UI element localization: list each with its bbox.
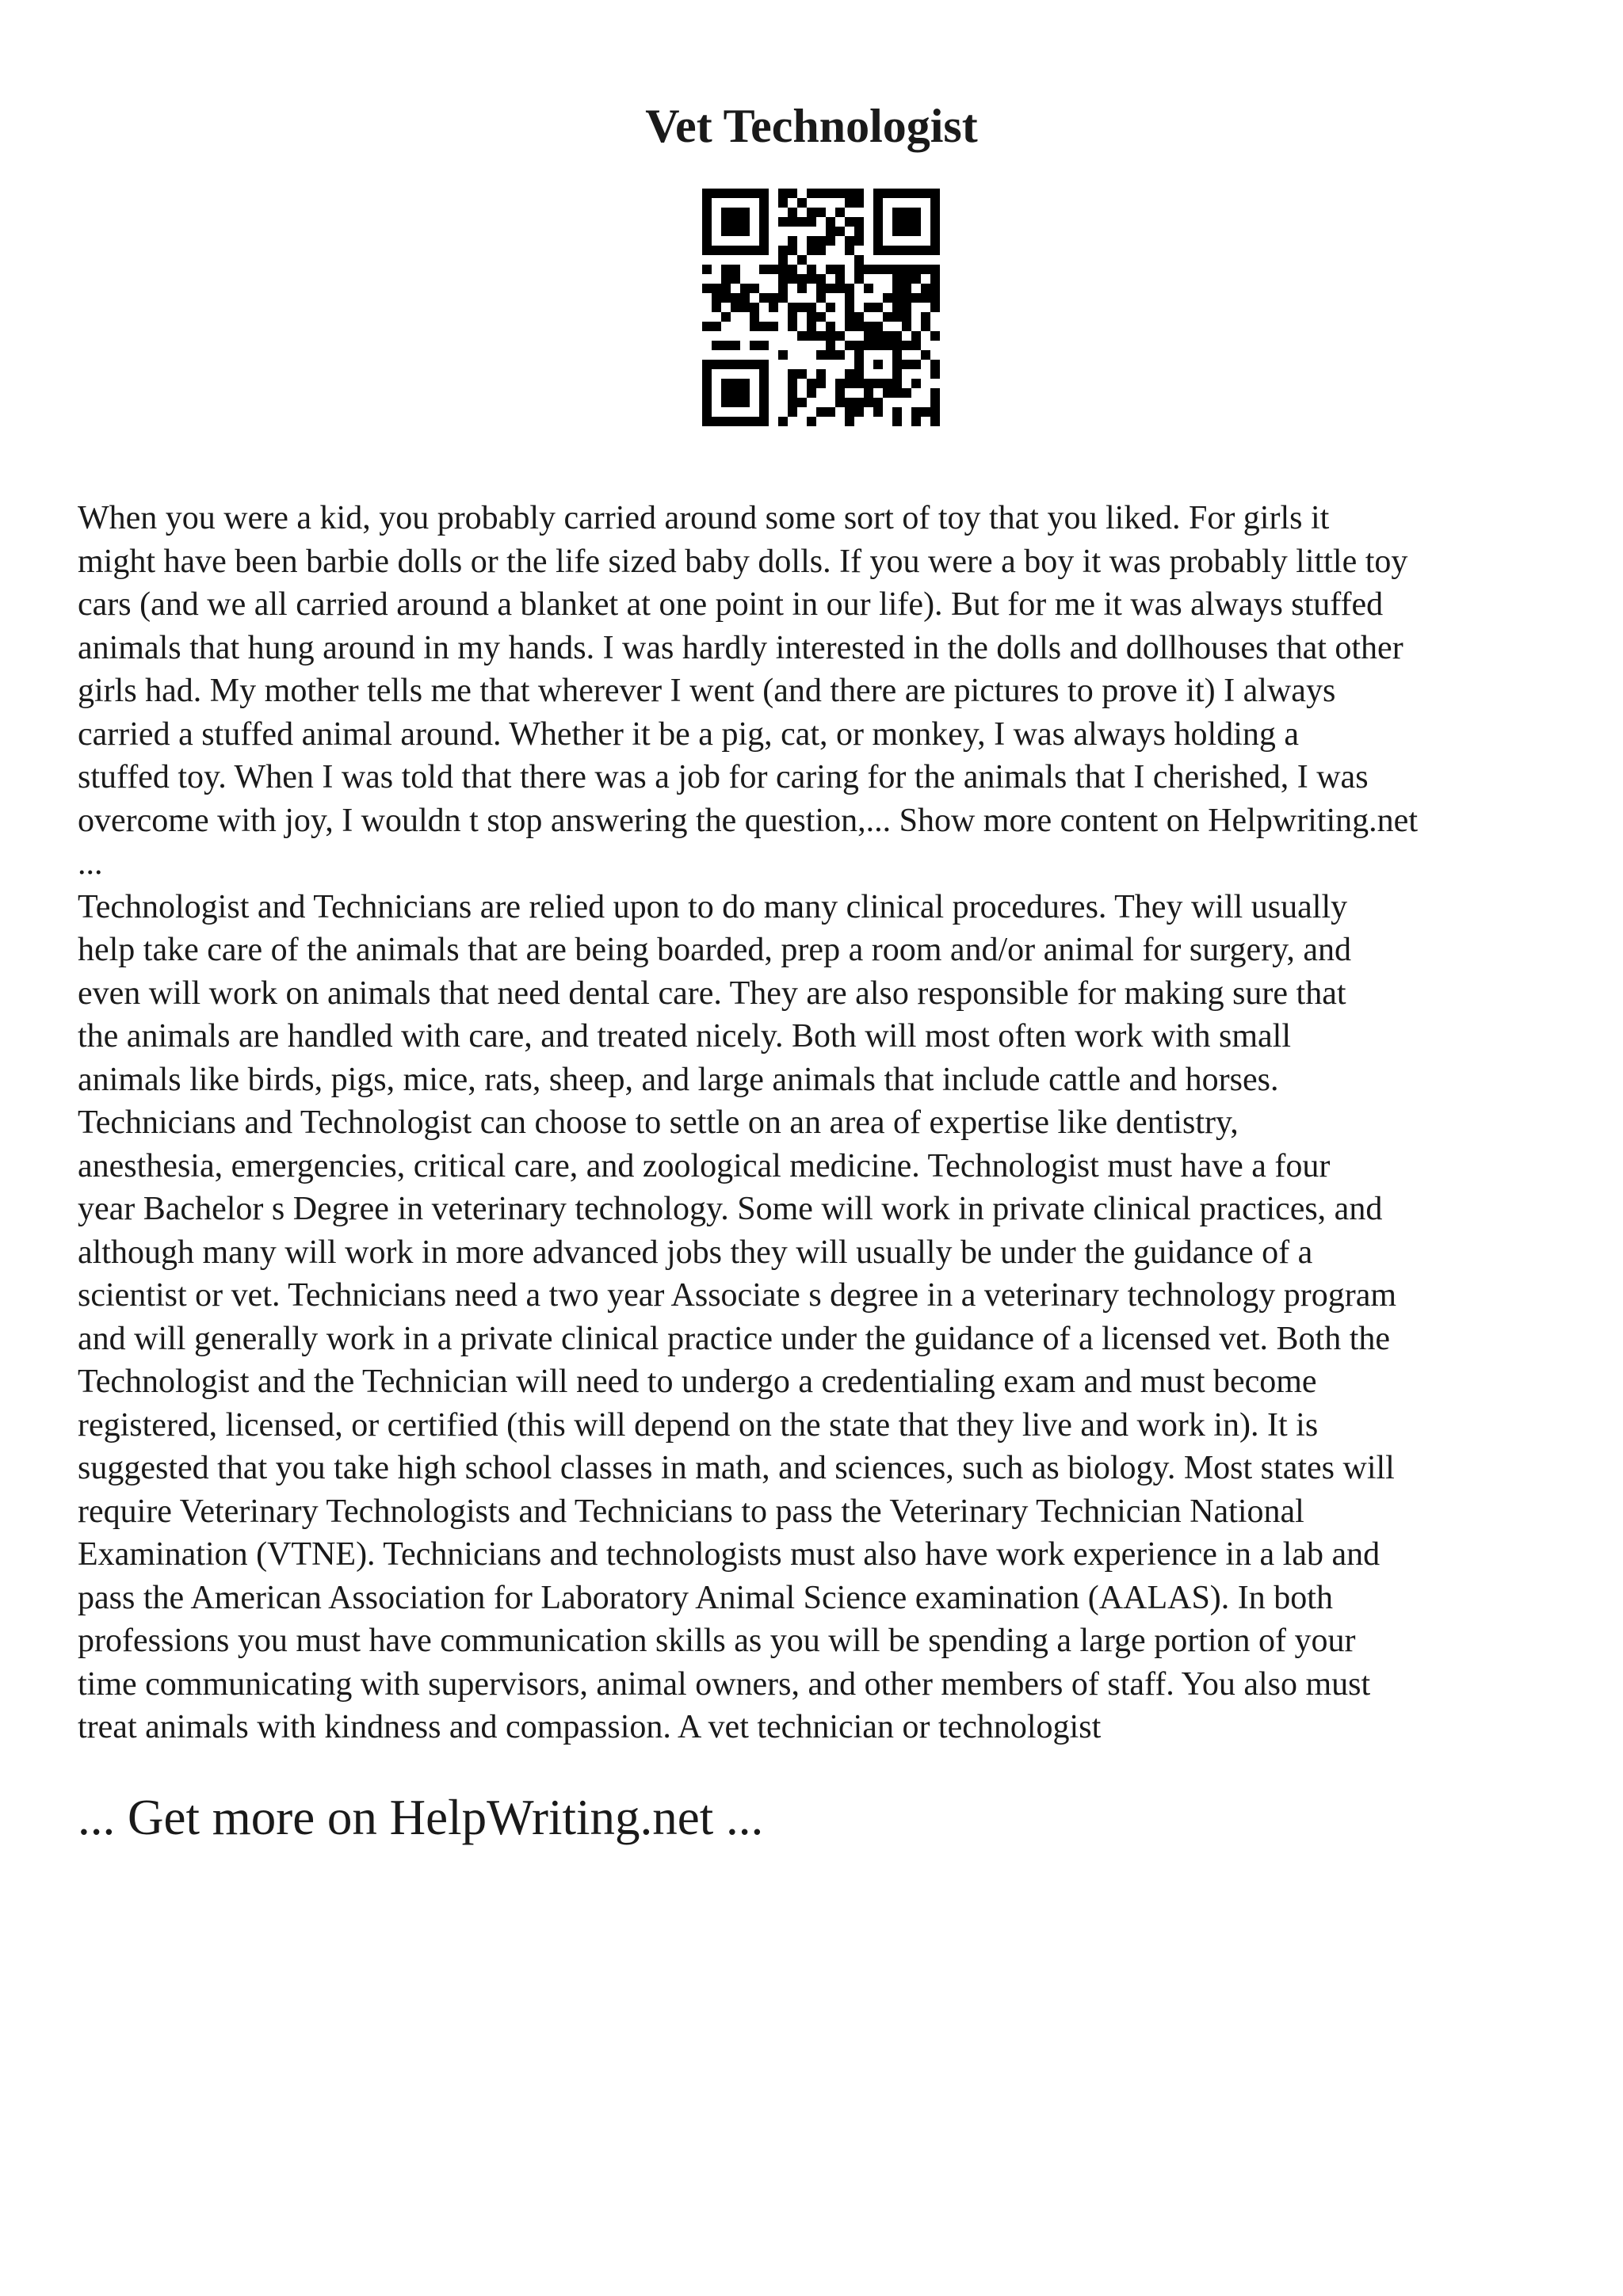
text-line: require Veterinary Technologists and Technicians to pass the Veterinary Technician National: [78, 1493, 1304, 1530]
text-line: pass the American Association for Laboratory Animal Science examination (AALAS). In both: [78, 1579, 1333, 1616]
text-line: might have been barbie dolls or the life sized baby dolls. If you were a boy it was probably little toy: [78, 543, 1408, 580]
text-line: stuffed toy. When I was told that there was a job for caring for the animals that I cherished, I was: [78, 759, 1369, 795]
text-line: Technologist and the Technician will need to undergo a credentialing exam and must become: [78, 1363, 1317, 1400]
text-line: although many will work in more advanced jobs they will usually be under the guidance of a: [78, 1234, 1313, 1271]
document-body: [78, 497, 1568, 1749]
text-line: time communicating with supervisors, animal owners, and other members of staff. You also must: [78, 1665, 1371, 1703]
text-line: overcome with joy, I wouldn t stop answering the question,... Show more content on Helpwriting.net: [78, 802, 1418, 839]
text-line: girls had. My mother tells me that wherever I went (and there are pictures to prove it) I always: [78, 673, 1336, 709]
text-line: Technicians and Technologist can choose to settle on an area of expertise like dentistry,: [78, 1104, 1239, 1141]
text-line: professions you must have communication skills as you will be spending a large portion of your: [78, 1623, 1356, 1659]
text-line: even will work on animals that need dental care. They are also responsible for making sure that: [78, 974, 1346, 1012]
qr-code-icon: [702, 189, 940, 426]
text-line: animals like birds, pigs, mice, rats, sheep, and large animals that include cattle and horses.: [78, 1061, 1279, 1098]
text-line: cars (and we all carried around a blanket at one point in our life). But for me it was always stuffed: [78, 586, 1384, 623]
paragraph-1: [78, 497, 1568, 886]
text-line: help take care of the animals that are being boarded, prep a room and/or animal for surgery, and: [78, 932, 1352, 968]
text-line: suggested that you take high school classes in math, and sciences, such as biology. Most states will: [78, 1450, 1395, 1486]
text-line: When you were a kid, you probably carried around some sort of toy that you liked. For girls it: [78, 500, 1330, 536]
footer-link-text[interactable]: ... Get more on HelpWriting.net ...: [78, 1790, 764, 1845]
text-line: and will generally work in a private clinical practice under the guidance of a licensed vet. Both the: [78, 1320, 1391, 1357]
text-line: ...: [78, 845, 103, 882]
text-line: year Bachelor s Degree in veterinary technology. Some will work in private clinical practices, and: [78, 1191, 1383, 1227]
text-line: registered, licensed, or certified (this will depend on the state that they live and work in). It is: [78, 1406, 1319, 1444]
text-line: Technologist and Technicians are relied upon to do many clinical procedures. They will usually: [78, 888, 1348, 925]
text-line: animals that hung around in my hands. I was hardly interested in the dolls and dollhouses that other: [78, 629, 1403, 666]
document-title: Vet Technologist: [645, 100, 978, 152]
paragraph-2: [78, 886, 1568, 1749]
text-line: carried a stuffed animal around. Whether it be a pig, cat, or monkey, I was always holding a: [78, 715, 1300, 753]
text-line: treat animals with kindness and compassion. A vet technician or technologist: [78, 1709, 1102, 1745]
text-line: Examination (VTNE). Technicians and technologists must also have work experience in a lab and: [78, 1536, 1381, 1573]
text-line: scientist or vet. Technicians need a two year Associate s degree in a veterinary technology program: [78, 1277, 1397, 1314]
qr-code: [702, 189, 940, 426]
text-line: the animals are handled with care, and treated nicely. Both will most often work with small: [78, 1018, 1292, 1055]
text-line: anesthesia, emergencies, critical care, and zoological medicine. Technologist must have a four: [78, 1147, 1331, 1184]
